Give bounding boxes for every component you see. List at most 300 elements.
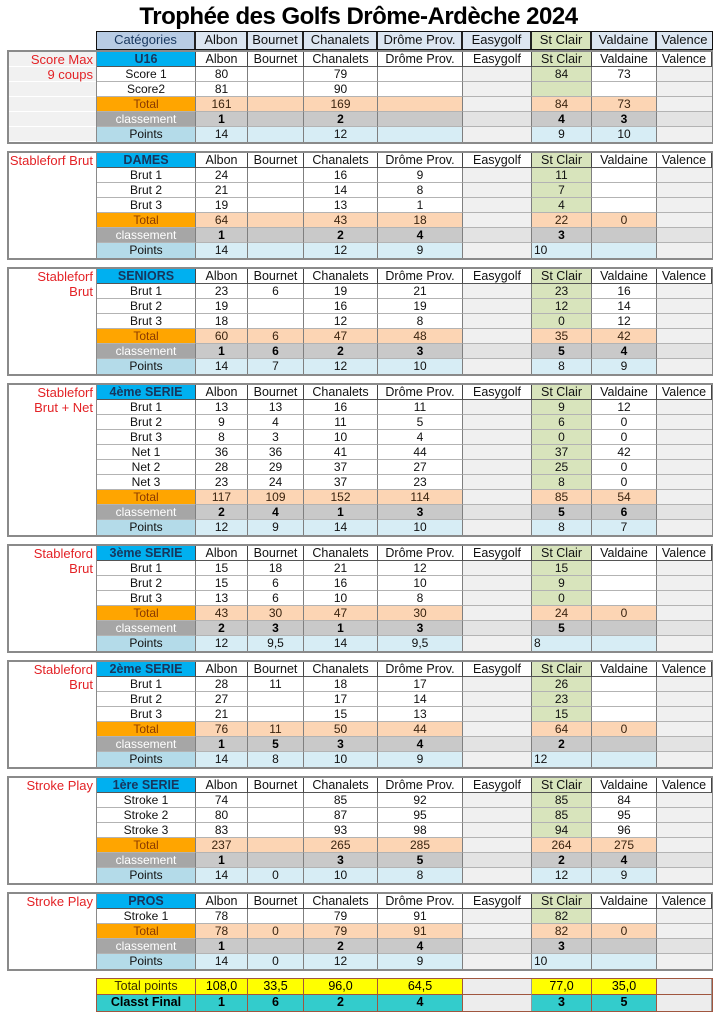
total-cell-albon: 108,0 (196, 979, 248, 995)
row-label-cell: Brut 1 (97, 400, 196, 415)
categories-header-cell: Catégories (97, 32, 196, 49)
club-name-cell-bournet: Bournet (248, 153, 304, 168)
section-serie3 (7, 544, 713, 653)
value-cell-bournet: 6 (248, 591, 304, 606)
value-cell-albon: 19 (196, 299, 248, 314)
value-cell-chanalets: 12 (304, 359, 378, 374)
value-cell-st-clair: 11 (532, 168, 592, 183)
value-cell-easygolf (463, 97, 532, 112)
value-cell-st-clair: 82 (532, 909, 592, 924)
value-cell-dr-me-prov: 44 (378, 445, 463, 460)
value-cell-chanalets: 2 (304, 112, 378, 127)
value-cell-valdaine (592, 561, 657, 576)
club-name-cell-chanalets: Chanalets (304, 546, 378, 561)
value-cell-bournet: 6 (248, 576, 304, 591)
row-net-3 (97, 475, 711, 490)
value-cell-easygolf (463, 576, 532, 591)
value-cell-valdaine (592, 692, 657, 707)
value-cell-st-clair: 15 (532, 707, 592, 722)
value-cell-dr-me-prov: 10 (378, 359, 463, 374)
row-category-header (97, 778, 711, 793)
total-cell-chanalets: 96,0 (304, 979, 378, 995)
value-cell-valdaine (592, 168, 657, 183)
value-cell-bournet: 11 (248, 722, 304, 737)
value-cell-chanalets: 16 (304, 400, 378, 415)
row-classement (97, 621, 711, 636)
club-name-cell-st-clair: St Clair (532, 662, 592, 677)
value-cell-dr-me-prov: 11 (378, 400, 463, 415)
value-cell-valdaine: 3 (592, 112, 657, 127)
row-label-cell: classement (97, 621, 196, 636)
value-cell-valdaine: 7 (592, 520, 657, 535)
value-cell-easygolf (463, 430, 532, 445)
value-cell-valence (657, 299, 712, 314)
section-table-seniors (96, 269, 711, 374)
club-name-cell-albon: Albon (196, 385, 248, 400)
row-points (97, 359, 711, 374)
value-cell-dr-me-prov: 4 (378, 228, 463, 243)
value-cell-albon: 60 (196, 329, 248, 344)
value-cell-valence (657, 400, 712, 415)
value-cell-chanalets: 47 (304, 606, 378, 621)
value-cell-valence (657, 198, 712, 213)
value-cell-albon: 1 (196, 228, 248, 243)
club-name-cell-st-clair: St Clair (532, 778, 592, 793)
club-name-cell-valdaine: Valdaine (592, 153, 657, 168)
value-cell-chanalets: 12 (304, 127, 378, 142)
row-total (97, 490, 711, 505)
value-cell-valdaine (592, 752, 657, 767)
club-name-cell-easygolf: Easygolf (463, 778, 532, 793)
value-cell-bournet (248, 82, 304, 97)
value-cell-bournet (248, 67, 304, 82)
value-cell-dr-me-prov: 48 (378, 329, 463, 344)
value-cell-albon: 80 (196, 67, 248, 82)
value-cell-bournet: 3 (248, 621, 304, 636)
value-cell-st-clair: 12 (532, 868, 592, 883)
value-cell-easygolf (463, 228, 532, 243)
value-cell-st-clair: 12 (532, 752, 592, 767)
value-cell-bournet (248, 692, 304, 707)
row-label-cell: Points (97, 520, 196, 535)
value-cell-valdaine: 16 (592, 284, 657, 299)
value-cell-valdaine (592, 243, 657, 258)
value-cell-valdaine: 12 (592, 314, 657, 329)
value-cell-easygolf (463, 415, 532, 430)
club-name-cell-valdaine: Valdaine (592, 894, 657, 909)
value-cell-bournet: 0 (248, 924, 304, 939)
row-total-points (97, 979, 712, 995)
row-classement (97, 853, 711, 868)
value-cell-dr-me-prov: 114 (378, 490, 463, 505)
row-label-cell: Total (97, 606, 196, 621)
value-cell-chanalets: 169 (304, 97, 378, 112)
value-cell-valdaine: 0 (592, 430, 657, 445)
value-cell-valence (657, 505, 712, 520)
value-cell-albon: 12 (196, 636, 248, 651)
value-cell-valence (657, 415, 712, 430)
club-name-cell-valence: Valence (657, 52, 712, 67)
value-cell-bournet (248, 909, 304, 924)
value-cell-chanalets: 79 (304, 909, 378, 924)
club-name-cell-bournet: Bournet (248, 778, 304, 793)
value-cell-easygolf (463, 314, 532, 329)
value-cell-valence (657, 520, 712, 535)
row-label-cell: Points (97, 636, 196, 651)
value-cell-chanalets: 41 (304, 445, 378, 460)
value-cell-bournet (248, 112, 304, 127)
value-cell-valence (657, 97, 712, 112)
category-name-cell: DAMES (97, 153, 196, 168)
row-total (97, 213, 711, 228)
value-cell-easygolf (463, 490, 532, 505)
value-cell-valence (657, 621, 712, 636)
club-name-cell-valence: Valence (657, 546, 712, 561)
total-cell-dr-me-prov: 64,5 (378, 979, 463, 995)
value-cell-valdaine: 0 (592, 722, 657, 737)
value-cell-st-clair: 8 (532, 359, 592, 374)
value-cell-dr-me-prov: 17 (378, 677, 463, 692)
side-label-line: Stroke Play (26, 778, 93, 793)
value-cell-valdaine: 73 (592, 97, 657, 112)
club-name-cell-dr-me-prov: Drôme Prov. (378, 546, 463, 561)
value-cell-dr-me-prov: 10 (378, 576, 463, 591)
section-seniors (7, 267, 713, 376)
section-table-pros (96, 894, 711, 969)
value-cell-albon: 27 (196, 692, 248, 707)
value-cell-valdaine (592, 954, 657, 969)
value-cell-chanalets: 85 (304, 793, 378, 808)
section-table-serie1 (96, 778, 711, 883)
value-cell-easygolf (463, 400, 532, 415)
value-cell-easygolf (463, 82, 532, 97)
total-cell-bournet: 33,5 (248, 979, 304, 995)
value-cell-albon: 1 (196, 853, 248, 868)
value-cell-chanalets: 16 (304, 299, 378, 314)
value-cell-albon: 117 (196, 490, 248, 505)
row-label-cell: Total (97, 490, 196, 505)
value-cell-albon: 13 (196, 591, 248, 606)
value-cell-easygolf (463, 299, 532, 314)
value-cell-albon: 1 (196, 737, 248, 752)
value-cell-chanalets: 12 (304, 243, 378, 258)
value-cell-st-clair: 5 (532, 505, 592, 520)
value-cell-bournet (248, 793, 304, 808)
club-name-cell-dr-me-prov: Drôme Prov. (378, 153, 463, 168)
row-brut-2 (97, 183, 711, 198)
value-cell-st-clair: 7 (532, 183, 592, 198)
value-cell-bournet: 3 (248, 430, 304, 445)
row-classement (97, 737, 711, 752)
value-cell-easygolf (463, 168, 532, 183)
value-cell-valdaine (592, 621, 657, 636)
category-name-cell: 1ère SERIE (97, 778, 196, 793)
row-label-cell: Stroke 1 (97, 909, 196, 924)
value-cell-st-clair: 0 (532, 430, 592, 445)
value-cell-dr-me-prov: 8 (378, 314, 463, 329)
value-cell-bournet (248, 213, 304, 228)
section-side-label-pros (9, 894, 96, 969)
section-side-label-serie4 (9, 385, 96, 535)
side-label-line: Brut + Net (34, 400, 93, 415)
category-name-cell: 4ème SERIE (97, 385, 196, 400)
row-total (97, 97, 711, 112)
value-cell-st-clair: 4 (532, 112, 592, 127)
row-category-header (97, 153, 711, 168)
value-cell-dr-me-prov (378, 67, 463, 82)
value-cell-valence (657, 112, 712, 127)
value-cell-easygolf (463, 939, 532, 954)
value-cell-st-clair: 84 (532, 67, 592, 82)
value-cell-bournet: 109 (248, 490, 304, 505)
value-cell-bournet: 30 (248, 606, 304, 621)
value-cell-dr-me-prov: 18 (378, 213, 463, 228)
row-classement (97, 112, 711, 127)
value-cell-bournet (248, 127, 304, 142)
value-cell-st-clair: 9 (532, 576, 592, 591)
section-serie1 (7, 776, 713, 885)
side-label-line: Stroke Play (26, 894, 93, 909)
row-label-cell: classement (97, 737, 196, 752)
club-name-cell-albon: Albon (196, 546, 248, 561)
value-cell-dr-me-prov: 91 (378, 924, 463, 939)
value-cell-easygolf (463, 853, 532, 868)
value-cell-valence (657, 924, 712, 939)
row-points (97, 127, 711, 142)
value-cell-valence (657, 722, 712, 737)
value-cell-dr-me-prov: 5 (378, 415, 463, 430)
value-cell-albon: 64 (196, 213, 248, 228)
value-cell-dr-me-prov: 4 (378, 430, 463, 445)
value-cell-valdaine: 10 (592, 127, 657, 142)
row-category-header (97, 385, 711, 400)
row-category-header (97, 269, 711, 284)
value-cell-easygolf (463, 198, 532, 213)
row-classement (97, 344, 711, 359)
value-cell-valdaine: 4 (592, 344, 657, 359)
column-header-row (96, 31, 713, 50)
value-cell-valdaine: 0 (592, 475, 657, 490)
value-cell-chanalets: 79 (304, 924, 378, 939)
value-cell-albon: 80 (196, 808, 248, 823)
value-cell-easygolf (463, 460, 532, 475)
row-label-cell: Total (97, 97, 196, 112)
club-header-valdaine: Valdaine (592, 32, 657, 49)
value-cell-st-clair: 2 (532, 853, 592, 868)
row-stroke-1 (97, 909, 711, 924)
row-label-cell: Total (97, 329, 196, 344)
club-name-cell-dr-me-prov: Drôme Prov. (378, 52, 463, 67)
section-table-dames (96, 153, 711, 258)
value-cell-valdaine: 9 (592, 868, 657, 883)
club-name-cell-dr-me-prov: Drôme Prov. (378, 662, 463, 677)
total-cell-valdaine: 5 (592, 995, 657, 1011)
value-cell-bournet (248, 183, 304, 198)
section-pros (7, 892, 713, 971)
value-cell-albon: 161 (196, 97, 248, 112)
value-cell-dr-me-prov: 95 (378, 808, 463, 823)
value-cell-st-clair: 82 (532, 924, 592, 939)
value-cell-easygolf (463, 591, 532, 606)
value-cell-st-clair: 22 (532, 213, 592, 228)
value-cell-easygolf (463, 737, 532, 752)
value-cell-bournet (248, 198, 304, 213)
value-cell-dr-me-prov: 98 (378, 823, 463, 838)
row-label-cell: Net 2 (97, 460, 196, 475)
row-brut-3 (97, 591, 711, 606)
value-cell-chanalets: 47 (304, 329, 378, 344)
section-table-serie4 (96, 385, 711, 535)
row-label-cell: Points (97, 359, 196, 374)
value-cell-valence (657, 707, 712, 722)
row-label-cell: Brut 2 (97, 299, 196, 314)
value-cell-st-clair: 94 (532, 823, 592, 838)
club-name-cell-chanalets: Chanalets (304, 894, 378, 909)
value-cell-valence (657, 127, 712, 142)
value-cell-bournet: 4 (248, 505, 304, 520)
row-stroke-2 (97, 808, 711, 823)
row-label-cell: Points (97, 752, 196, 767)
value-cell-dr-me-prov: 13 (378, 707, 463, 722)
section-side-label-u16 (9, 52, 96, 142)
value-cell-st-clair: 8 (532, 520, 592, 535)
club-name-cell-valence: Valence (657, 662, 712, 677)
value-cell-valence (657, 576, 712, 591)
row-label-cell: classement (97, 939, 196, 954)
club-name-cell-bournet: Bournet (248, 52, 304, 67)
club-name-cell-dr-me-prov: Drôme Prov. (378, 778, 463, 793)
value-cell-easygolf (463, 677, 532, 692)
row-label-cell: Points (97, 243, 196, 258)
value-cell-dr-me-prov: 12 (378, 561, 463, 576)
value-cell-valence (657, 460, 712, 475)
club-name-cell-valdaine: Valdaine (592, 662, 657, 677)
club-name-cell-bournet: Bournet (248, 385, 304, 400)
row-brut-2 (97, 299, 711, 314)
value-cell-albon: 1 (196, 112, 248, 127)
value-cell-chanalets: 93 (304, 823, 378, 838)
value-cell-st-clair: 85 (532, 490, 592, 505)
row-brut-1 (97, 561, 711, 576)
row-points (97, 520, 711, 535)
value-cell-albon: 18 (196, 314, 248, 329)
row-score2 (97, 82, 711, 97)
value-cell-st-clair: 37 (532, 445, 592, 460)
club-name-cell-albon: Albon (196, 894, 248, 909)
value-cell-valdaine: 42 (592, 329, 657, 344)
total-cell-bournet: 6 (248, 995, 304, 1011)
section-dames (7, 151, 713, 260)
side-label-line: Brut (69, 561, 93, 576)
club-name-cell-albon: Albon (196, 269, 248, 284)
value-cell-albon: 78 (196, 909, 248, 924)
value-cell-albon: 14 (196, 359, 248, 374)
value-cell-valdaine: 0 (592, 460, 657, 475)
club-name-cell-easygolf: Easygolf (463, 894, 532, 909)
value-cell-chanalets: 37 (304, 475, 378, 490)
total-cell-st-clair: 77,0 (532, 979, 592, 995)
row-total (97, 606, 711, 621)
row-category-header (97, 894, 711, 909)
value-cell-albon: 81 (196, 82, 248, 97)
section-side-label-dames (9, 153, 96, 258)
row-label-cell: Points (97, 127, 196, 142)
value-cell-st-clair: 5 (532, 344, 592, 359)
row-label-cell: Net 3 (97, 475, 196, 490)
category-name-cell: 2ème SERIE (97, 662, 196, 677)
row-label-cell: Brut 3 (97, 707, 196, 722)
club-name-cell-albon: Albon (196, 778, 248, 793)
value-cell-albon: 14 (196, 868, 248, 883)
value-cell-valdaine: 54 (592, 490, 657, 505)
value-cell-dr-me-prov: 8 (378, 868, 463, 883)
value-cell-dr-me-prov: 9,5 (378, 636, 463, 651)
value-cell-valence (657, 823, 712, 838)
value-cell-chanalets: 11 (304, 415, 378, 430)
row-stroke-1 (97, 793, 711, 808)
value-cell-albon: 28 (196, 460, 248, 475)
club-name-cell-chanalets: Chanalets (304, 778, 378, 793)
club-name-cell-valdaine: Valdaine (592, 385, 657, 400)
row-brut-3 (97, 198, 711, 213)
value-cell-valdaine: 4 (592, 853, 657, 868)
category-name-cell: PROS (97, 894, 196, 909)
value-cell-st-clair: 26 (532, 677, 592, 692)
value-cell-chanalets: 3 (304, 853, 378, 868)
value-cell-albon: 15 (196, 561, 248, 576)
value-cell-dr-me-prov: 3 (378, 505, 463, 520)
value-cell-valence (657, 677, 712, 692)
value-cell-easygolf (463, 823, 532, 838)
club-name-cell-albon: Albon (196, 52, 248, 67)
value-cell-st-clair (532, 82, 592, 97)
value-cell-valdaine (592, 939, 657, 954)
value-cell-valdaine: 14 (592, 299, 657, 314)
total-cell-st-clair: 3 (532, 995, 592, 1011)
value-cell-valence (657, 636, 712, 651)
row-label-cell: Brut 1 (97, 168, 196, 183)
row-label-cell: Stroke 1 (97, 793, 196, 808)
side-label-line: Brut (69, 284, 93, 299)
value-cell-st-clair: 23 (532, 692, 592, 707)
value-cell-bournet: 0 (248, 954, 304, 969)
value-cell-bournet: 11 (248, 677, 304, 692)
value-cell-albon: 76 (196, 722, 248, 737)
value-cell-chanalets: 14 (304, 520, 378, 535)
value-cell-chanalets: 1 (304, 505, 378, 520)
value-cell-valence (657, 561, 712, 576)
value-cell-easygolf (463, 808, 532, 823)
value-cell-valence (657, 67, 712, 82)
value-cell-st-clair: 3 (532, 228, 592, 243)
value-cell-albon: 13 (196, 400, 248, 415)
value-cell-easygolf (463, 909, 532, 924)
value-cell-st-clair: 8 (532, 636, 592, 651)
value-cell-valence (657, 737, 712, 752)
value-cell-easygolf (463, 692, 532, 707)
value-cell-st-clair: 8 (532, 475, 592, 490)
value-cell-dr-me-prov: 10 (378, 520, 463, 535)
club-name-cell-chanalets: Chanalets (304, 385, 378, 400)
value-cell-dr-me-prov: 285 (378, 838, 463, 853)
club-header-easygolf: Easygolf (463, 32, 532, 49)
value-cell-easygolf (463, 606, 532, 621)
value-cell-valdaine (592, 707, 657, 722)
value-cell-easygolf (463, 793, 532, 808)
value-cell-bournet: 24 (248, 475, 304, 490)
value-cell-valence (657, 475, 712, 490)
row-label-cell: Brut 3 (97, 430, 196, 445)
